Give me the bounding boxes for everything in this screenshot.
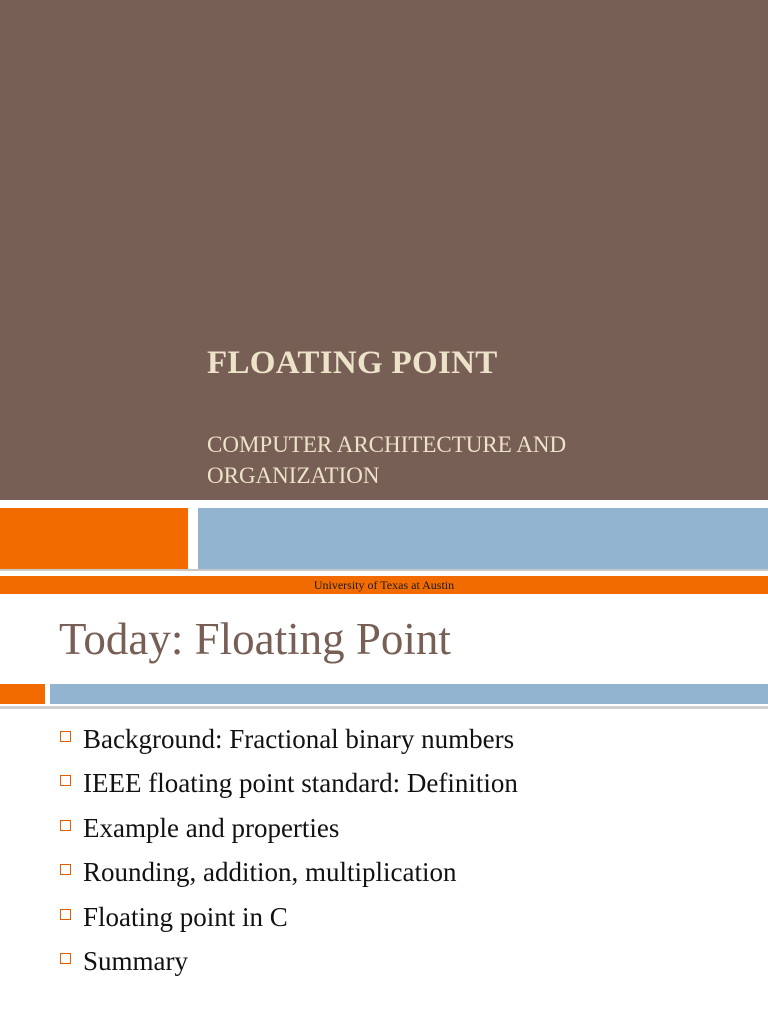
- title-slide-background: [0, 0, 768, 500]
- orange-accent-block: [0, 508, 188, 569]
- square-bullet-icon: [60, 820, 71, 831]
- list-item-text: Rounding, addition, multiplication: [83, 857, 457, 888]
- slide-subtitle: COMPUTER ARCHITECTURE AND ORGANIZATION: [207, 432, 567, 488]
- footer-text: University of Texas at Austin: [313, 578, 455, 592]
- divider-line: [0, 569, 768, 571]
- slide-title: FLOATING POINT: [207, 345, 498, 381]
- list-item-text: IEEE floating point standard: Definition: [83, 768, 518, 799]
- square-bullet-icon: [60, 731, 71, 742]
- list-item: [60, 762, 518, 807]
- list-item: [60, 806, 518, 851]
- divider-line: [0, 706, 768, 709]
- list-item-text: Summary: [83, 946, 188, 977]
- square-bullet-icon: [60, 909, 71, 920]
- list-item: [60, 717, 518, 762]
- list-item-text: Floating point in C: [83, 901, 288, 932]
- square-bullet-icon: [60, 775, 71, 786]
- list-item: [60, 851, 518, 896]
- agenda-list: [60, 717, 518, 984]
- orange-accent-block: [0, 684, 45, 704]
- blue-accent-block: [50, 684, 768, 704]
- blue-accent-block: [198, 508, 768, 569]
- agenda-title: Today: Floating Point: [59, 614, 451, 664]
- square-bullet-icon: [60, 864, 71, 875]
- list-item-text: Example and properties: [83, 812, 340, 843]
- list-item-text: Background: Fractional binary numbers: [83, 723, 515, 754]
- square-bullet-icon: [60, 953, 71, 964]
- list-item: [60, 940, 518, 985]
- list-item: [60, 895, 518, 940]
